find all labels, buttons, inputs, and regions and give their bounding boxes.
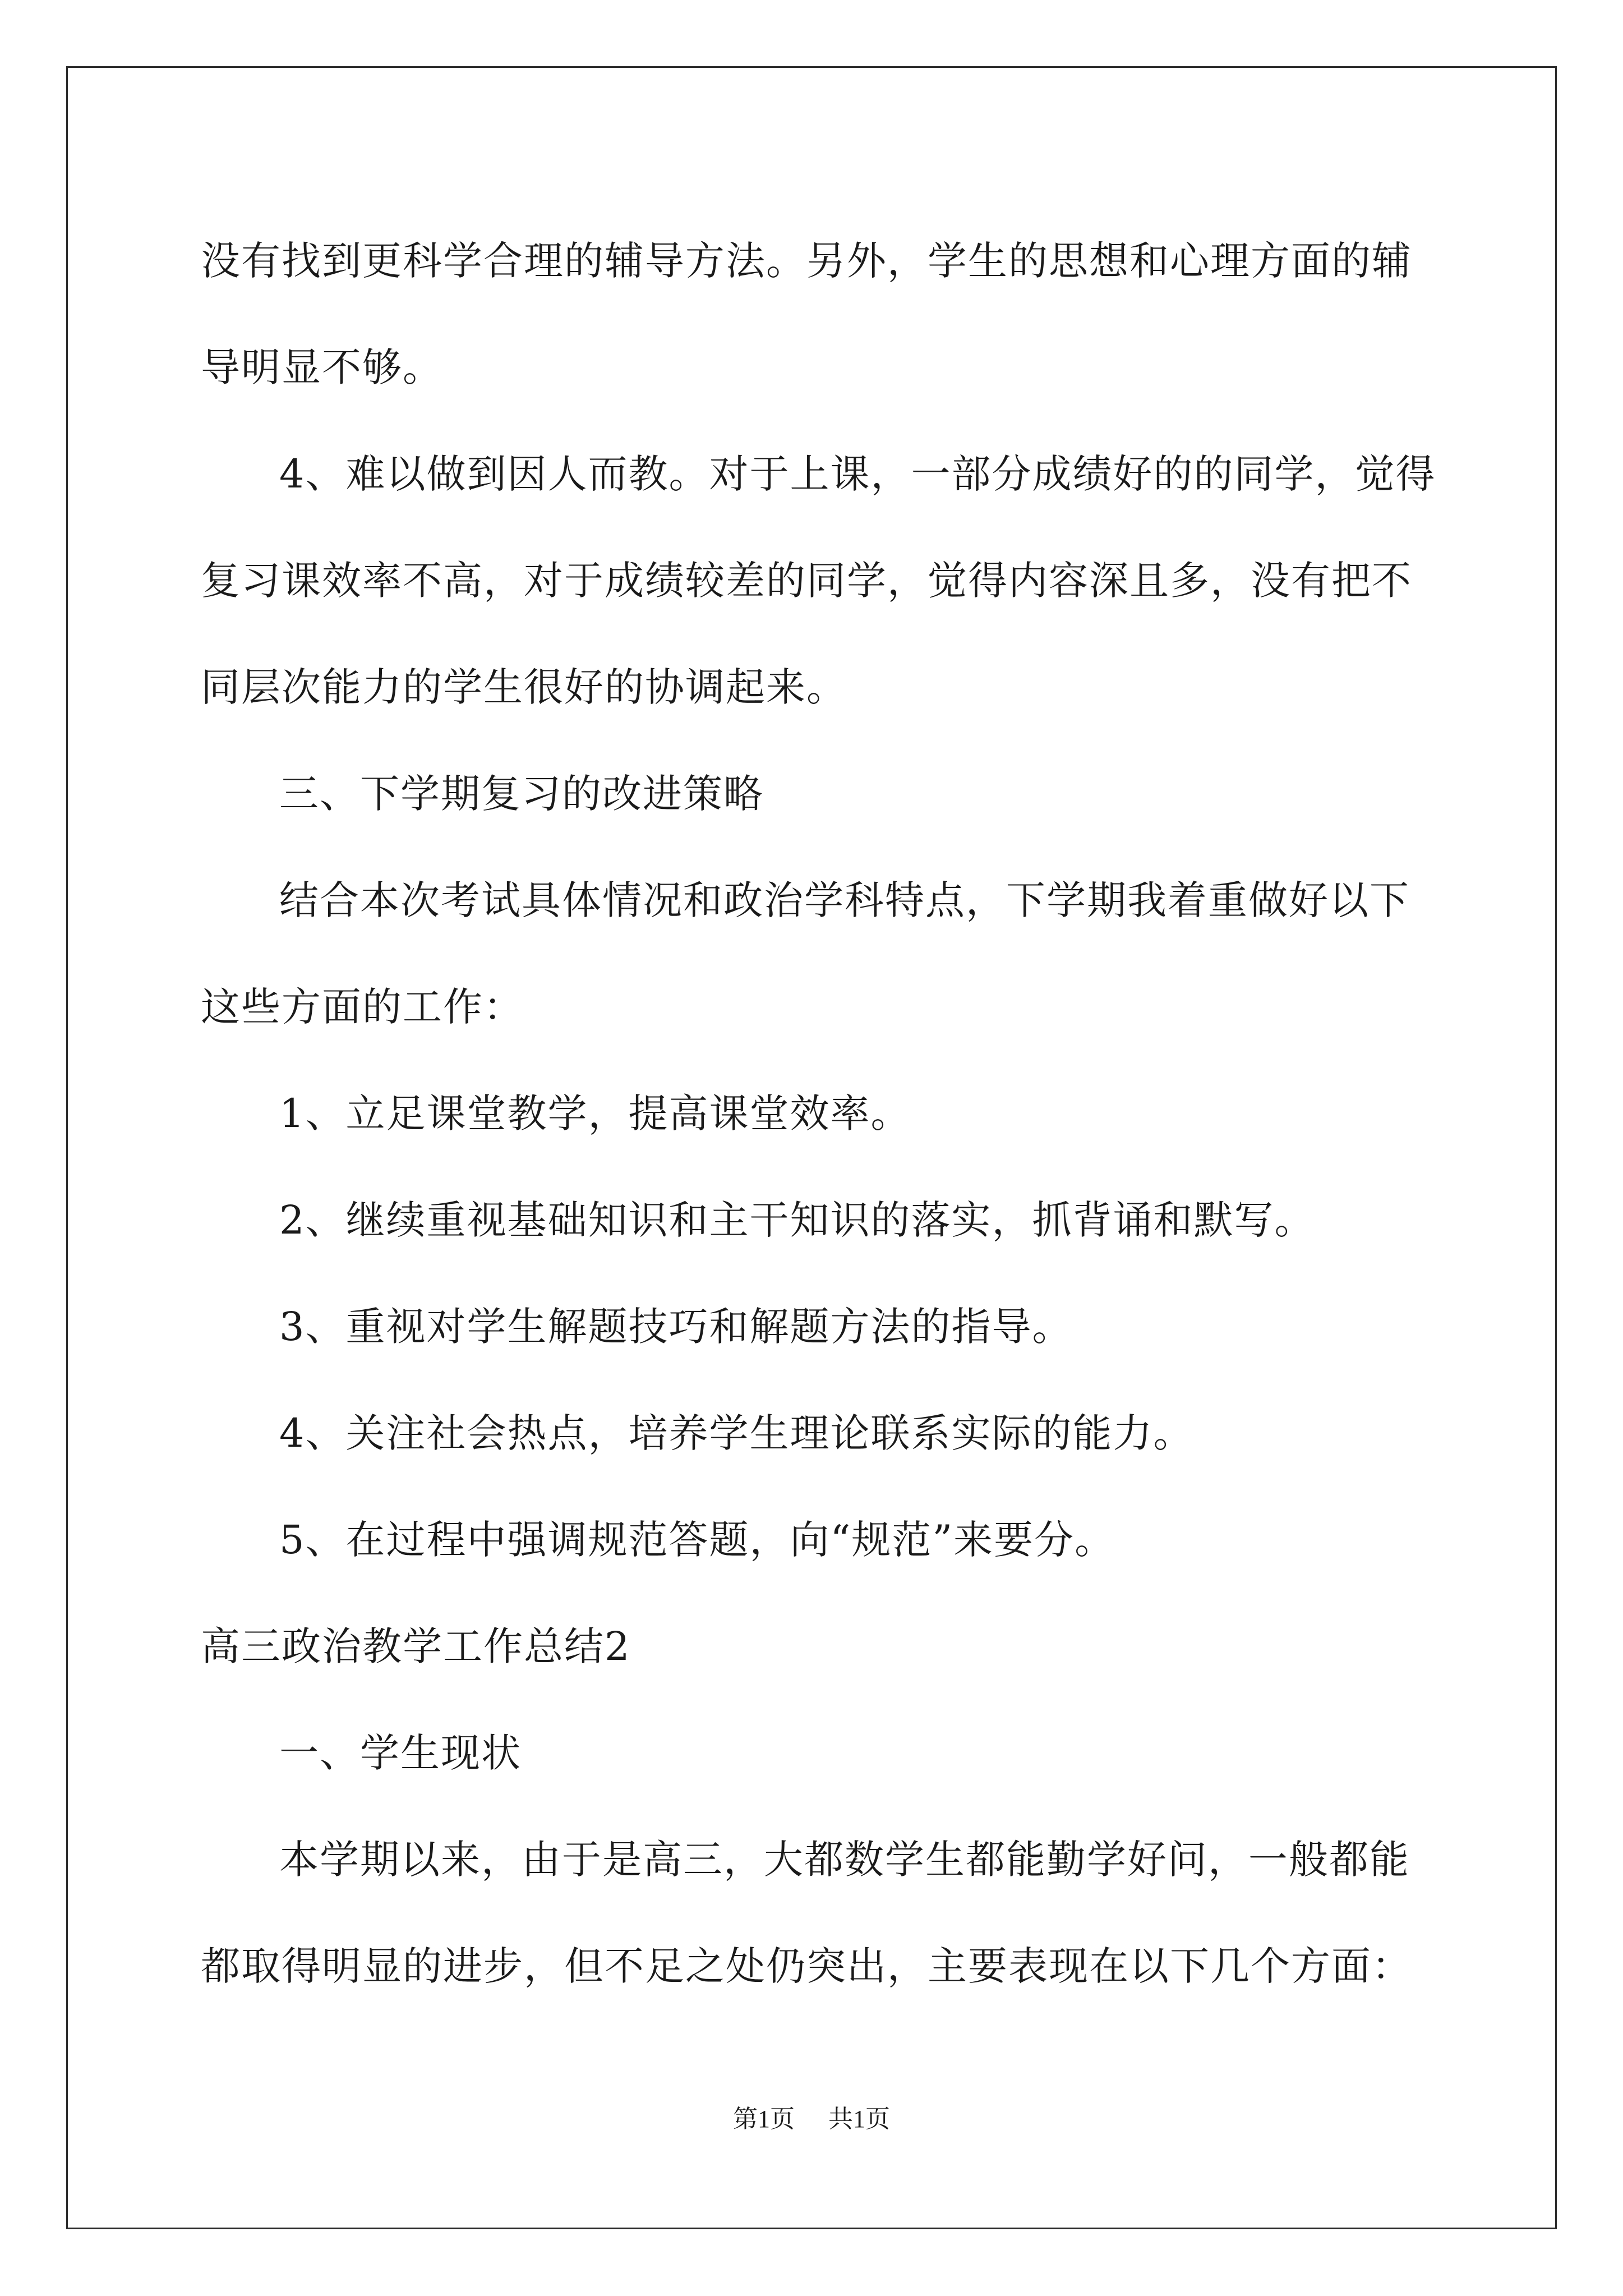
text-line-16: 本学期以来，由于是高三，大都数学生都能勤学好问，一般都能 — [279, 1837, 1410, 1883]
document-body — [201, 208, 1435, 2019]
list-item-5: 5、在过程中强调规范答题，向“规范”来要分。 — [279, 1517, 1115, 1563]
text-line-2: 导明显不够。 — [201, 344, 443, 390]
list-item-2: 2、继续重视基础知识和主干知识的落实，抓背诵和默写。 — [279, 1197, 1315, 1243]
text-line-5: 同层次能力的学生很好的协调起来。 — [201, 664, 847, 710]
list-item-3: 3、重视对学生解题技巧和解题方法的指导。 — [279, 1304, 1073, 1350]
list-item-1: 1、立足课堂教学，提高课堂效率。 — [279, 1091, 911, 1137]
page-number-current: 第1页 — [733, 2105, 795, 2133]
text-line-7: 结合本次考试具体情况和政治学科特点，下学期我着重做好以下 — [279, 877, 1410, 923]
document-title: 高三政治教学工作总结2 — [201, 1623, 631, 1669]
section-heading-1: 一、学生现状 — [279, 1730, 522, 1776]
text-line-8: 这些方面的工作： — [201, 984, 524, 1030]
page-footer — [0, 2102, 1623, 2136]
text-line-3: 4、难以做到因人而教。对于上课，一部分成绩好的的同学，觉得 — [279, 451, 1436, 497]
section-heading-3: 三、下学期复习的改进策略 — [279, 771, 764, 817]
text-line-4: 复习课效率不高，对于成绩较差的同学，觉得内容深且多，没有把不 — [201, 558, 1412, 604]
list-item-4: 4、关注社会热点，培养学生理论联系实际的能力。 — [279, 1410, 1194, 1456]
text-line-17: 都取得明显的进步，但不足之处仍突出，主要表现在以下几个方面： — [201, 1943, 1412, 1989]
text-line-1: 没有找到更科学合理的辅导方法。另外，学生的思想和心理方面的辅 — [201, 238, 1412, 284]
page-number-total: 共1页 — [828, 2105, 890, 2133]
